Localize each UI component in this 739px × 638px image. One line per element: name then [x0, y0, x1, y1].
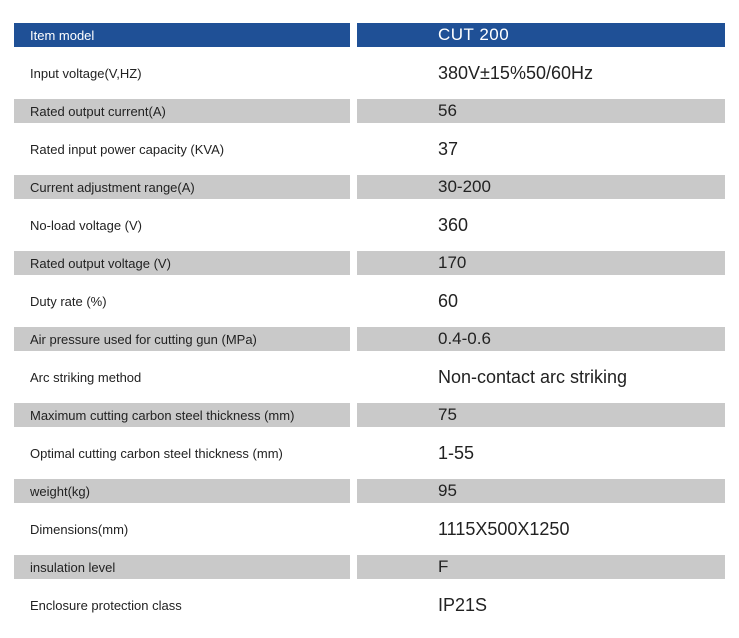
header-value: CUT 200 [357, 23, 725, 47]
row-label: Rated input power capacity (KVA) [30, 141, 225, 157]
spec-table [14, 23, 725, 631]
row-label: Rated output voltage (V) [14, 251, 350, 275]
row-value: 30-200 [357, 175, 725, 199]
row-label: Air pressure used for cutting gun (MPa) [14, 327, 350, 351]
row-value: 75 [357, 403, 725, 427]
row-value: 95 [357, 479, 725, 503]
row-label: weight(kg) [14, 479, 350, 503]
row-value: 380V±15%50/60Hz [438, 62, 593, 83]
row-value: F [357, 555, 725, 579]
row-value: 1-55 [438, 442, 475, 463]
row-label: Input voltage(V,HZ) [30, 65, 142, 81]
row-value: 37 [438, 138, 459, 159]
table-row [14, 479, 725, 517]
row-value: IP21S [438, 594, 488, 615]
row-value: 1115X500X1250 [438, 518, 570, 539]
row-label: Maximum cutting carbon steel thickness (mm) [14, 403, 350, 427]
row-value: 0.4-0.6 [357, 327, 725, 351]
table-row [14, 251, 725, 289]
row-label: Arc striking method [30, 369, 142, 385]
table-header-row [14, 23, 725, 61]
table-row [14, 403, 725, 441]
table-row [14, 137, 725, 175]
row-label: Duty rate (%) [30, 293, 107, 309]
table-row [14, 517, 725, 555]
table-row [14, 327, 725, 365]
table-row [14, 175, 725, 213]
table-row [14, 99, 725, 137]
table-row [14, 555, 725, 593]
row-label: Enclosure protection class [30, 597, 182, 613]
row-value: 360 [438, 214, 469, 235]
row-label: Rated output current(A) [14, 99, 350, 123]
table-row [14, 593, 725, 631]
table-row [14, 441, 725, 479]
row-value: 56 [357, 99, 725, 123]
row-label: Dimensions(mm) [30, 521, 129, 537]
table-row [14, 213, 725, 251]
row-label: insulation level [14, 555, 350, 579]
row-label: No-load voltage (V) [30, 217, 142, 233]
table-row [14, 61, 725, 99]
row-value: Non-contact arc striking [438, 366, 628, 387]
row-value: 60 [438, 290, 459, 311]
table-row [14, 289, 725, 327]
table-row [14, 365, 725, 403]
row-label: Current adjustment range(A) [14, 175, 350, 199]
header-label: Item model [14, 23, 350, 47]
row-value: 170 [357, 251, 725, 275]
row-label: Optimal cutting carbon steel thickness (mm) [30, 445, 283, 461]
